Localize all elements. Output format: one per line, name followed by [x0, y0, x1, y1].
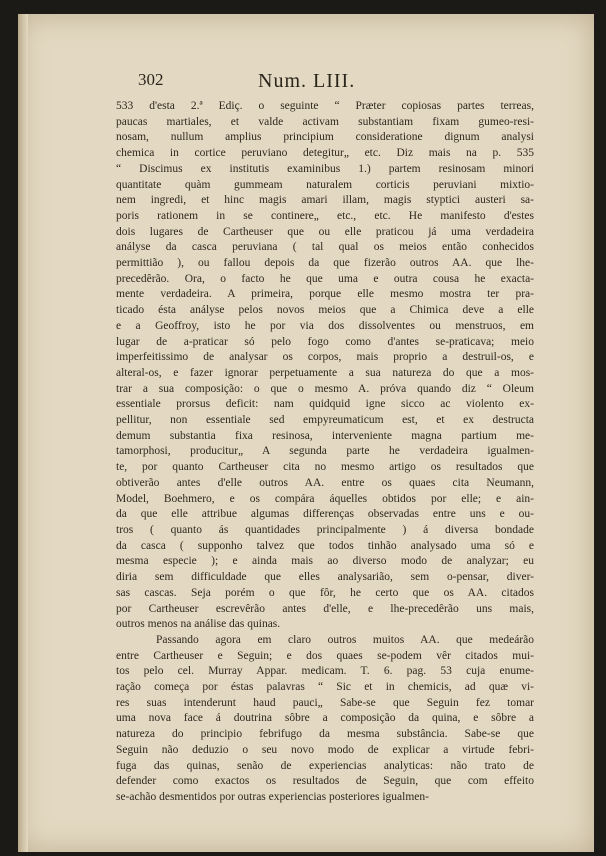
page-header	[138, 70, 518, 94]
text-line: defender como exactos os resultados de Seguin, que com effeito	[116, 775, 534, 788]
text-line: dois lugares de Cartheuser que ou elle praticou já uma verdadeira	[116, 225, 534, 238]
text-line: mesma especie ); e ainda mais ao diverso modo de analyzar; eu	[116, 555, 534, 568]
text-line: da que elle attribue algumas differenças observadas entre uns e ou-	[116, 508, 534, 521]
text-line: 533 d'esta 2.ª Ediç. o seguinte “ Præter copiosas partes terreas,	[116, 100, 534, 112]
running-head: Num. LIII.	[258, 70, 356, 92]
text-line: chemica in cortice peruviano detegitur„ etc. Diz mais na p. 535	[116, 147, 534, 160]
text-line: fuga das quinas, senão de experiencias analyticas: não trato de	[116, 759, 534, 772]
text-line: entre Cartheuser e Seguin; e dos quaes se-podem vêr citados mui-	[116, 649, 534, 662]
text-line: pellitur, non essentiale sed empyreumaticum est, et ex destructa	[116, 414, 534, 427]
text-line: Passando agora em claro outros muitos AA. que medeárão	[156, 633, 534, 646]
page-gutter-shadow	[18, 14, 28, 852]
text-line: ração começa por éstas palavras “ Sic et in chemicis, ad quæ vi-	[116, 681, 534, 694]
text-line: tros ( quanto ás quantidades principalmente ) á diversa bondade	[116, 523, 534, 536]
text-line: obtiverão antes d'elle outros AA. entre os quaes cita Neumann,	[116, 476, 534, 489]
text-line: res suas intenderunt haud pauci„ Sabe-se que Seguin fez tomar	[116, 696, 534, 709]
text-line: trar a sua composição: o que o mesmo A. próva quando diz “ Oleum	[116, 382, 534, 395]
text-line: e a Geoffroy, isto he por via dos dissolventes ou menstruos, em	[116, 319, 534, 332]
text-line: se-achão desmentidos por outras experiencias posteriores igualmen-	[116, 790, 429, 803]
text-line: natureza do principio febrifugo da mesma substância. Sabe-se que	[116, 728, 534, 741]
text-line: te, por quanto Cartheuser cita no mesmo artigo os resultados que	[116, 461, 534, 474]
text-line: uma nova face á doutrina sôbre a composição da quina, e sôbre a	[116, 712, 534, 725]
text-line: tamorphosi, producitur„ A segunda parte he verdadeira igualmen-	[116, 445, 534, 458]
paragraph-2	[116, 633, 534, 806]
text-line: por Cartheuser escrevêrão antes d'elle, e lhe-precedêrão uns mais,	[116, 602, 534, 615]
text-line: nosam, nullum amplius principium consideratione dignum analysi	[116, 131, 534, 144]
text-line: nem ingredi, et hinc magis amari illam, magis styptici austeri sa-	[116, 194, 534, 207]
text-line: mente verdadeira. A primeira, porque elle mesmo mostra ter pra-	[116, 288, 534, 301]
text-line: quantitate quàm gummeam naturalem corticis peruviani mixtio-	[116, 178, 534, 191]
text-line: anályse da casca peruviana ( tal qual os meios então conhecidos	[116, 241, 534, 254]
text-line: ticado ésta anályse pelos novos meios que a Chimica deve a elle	[116, 304, 534, 317]
text-line: alteral-os, e fazer ignorar perpetuamente a sua natureza do que a mos-	[116, 366, 534, 379]
text-line: tos pelo cel. Murray Appar. medicam. T. 6. pag. 53 cuja enume-	[116, 665, 534, 678]
text-line: essentiale prorsus deficit: nam quidquid igne sicco ac violento ex-	[116, 398, 534, 411]
text-line: demum substantia fixa resinosa, interveniente magna partium me-	[116, 429, 534, 442]
text-line: paucas martiales, et valde activam substantiam fixam gumeo-resi-	[116, 115, 534, 128]
text-line: imperfeitissimo de analysar os corpos, mais proprio a destruil-os, e	[116, 351, 534, 364]
text-line: precedêrão. Ora, o facto he que uma e outra cousa he exacta-	[116, 272, 534, 285]
page-number: 302	[138, 70, 164, 89]
book-page	[18, 14, 594, 852]
text-line: lugar de a-praticar só pelo fogo como d'antes se-praticava; meio	[116, 335, 534, 348]
text-line: poris rationem in se continere„ etc., etc. He manifesto d'estes	[116, 209, 534, 222]
text-line: sas cascas. Seja porém o que fôr, he certo que os AA. citados	[116, 586, 534, 599]
text-line: Seguin não deduzio o seu novo modo de explicar a virtude febri-	[116, 743, 534, 756]
body-text	[116, 99, 534, 806]
paragraph-1	[116, 99, 534, 633]
text-line: diria sem difficuldade que elles analysarião, sem o-pensar, diver-	[116, 571, 534, 584]
text-line: Model, Boehmero, e os compára áquelles obtidos por elle; e ain-	[116, 492, 534, 505]
text-line: permittião ), ou fallou depois da que fizerão outros AA. que lhe-	[116, 257, 534, 270]
text-line: “ Discimus ex institutis examinibus 1.) partem resinosam minori	[116, 162, 534, 175]
text-line: da casca ( supponho talvez que todos tinhão analysado uma só e	[116, 539, 534, 552]
text-line: outros menos na análise das quinas.	[116, 618, 281, 631]
